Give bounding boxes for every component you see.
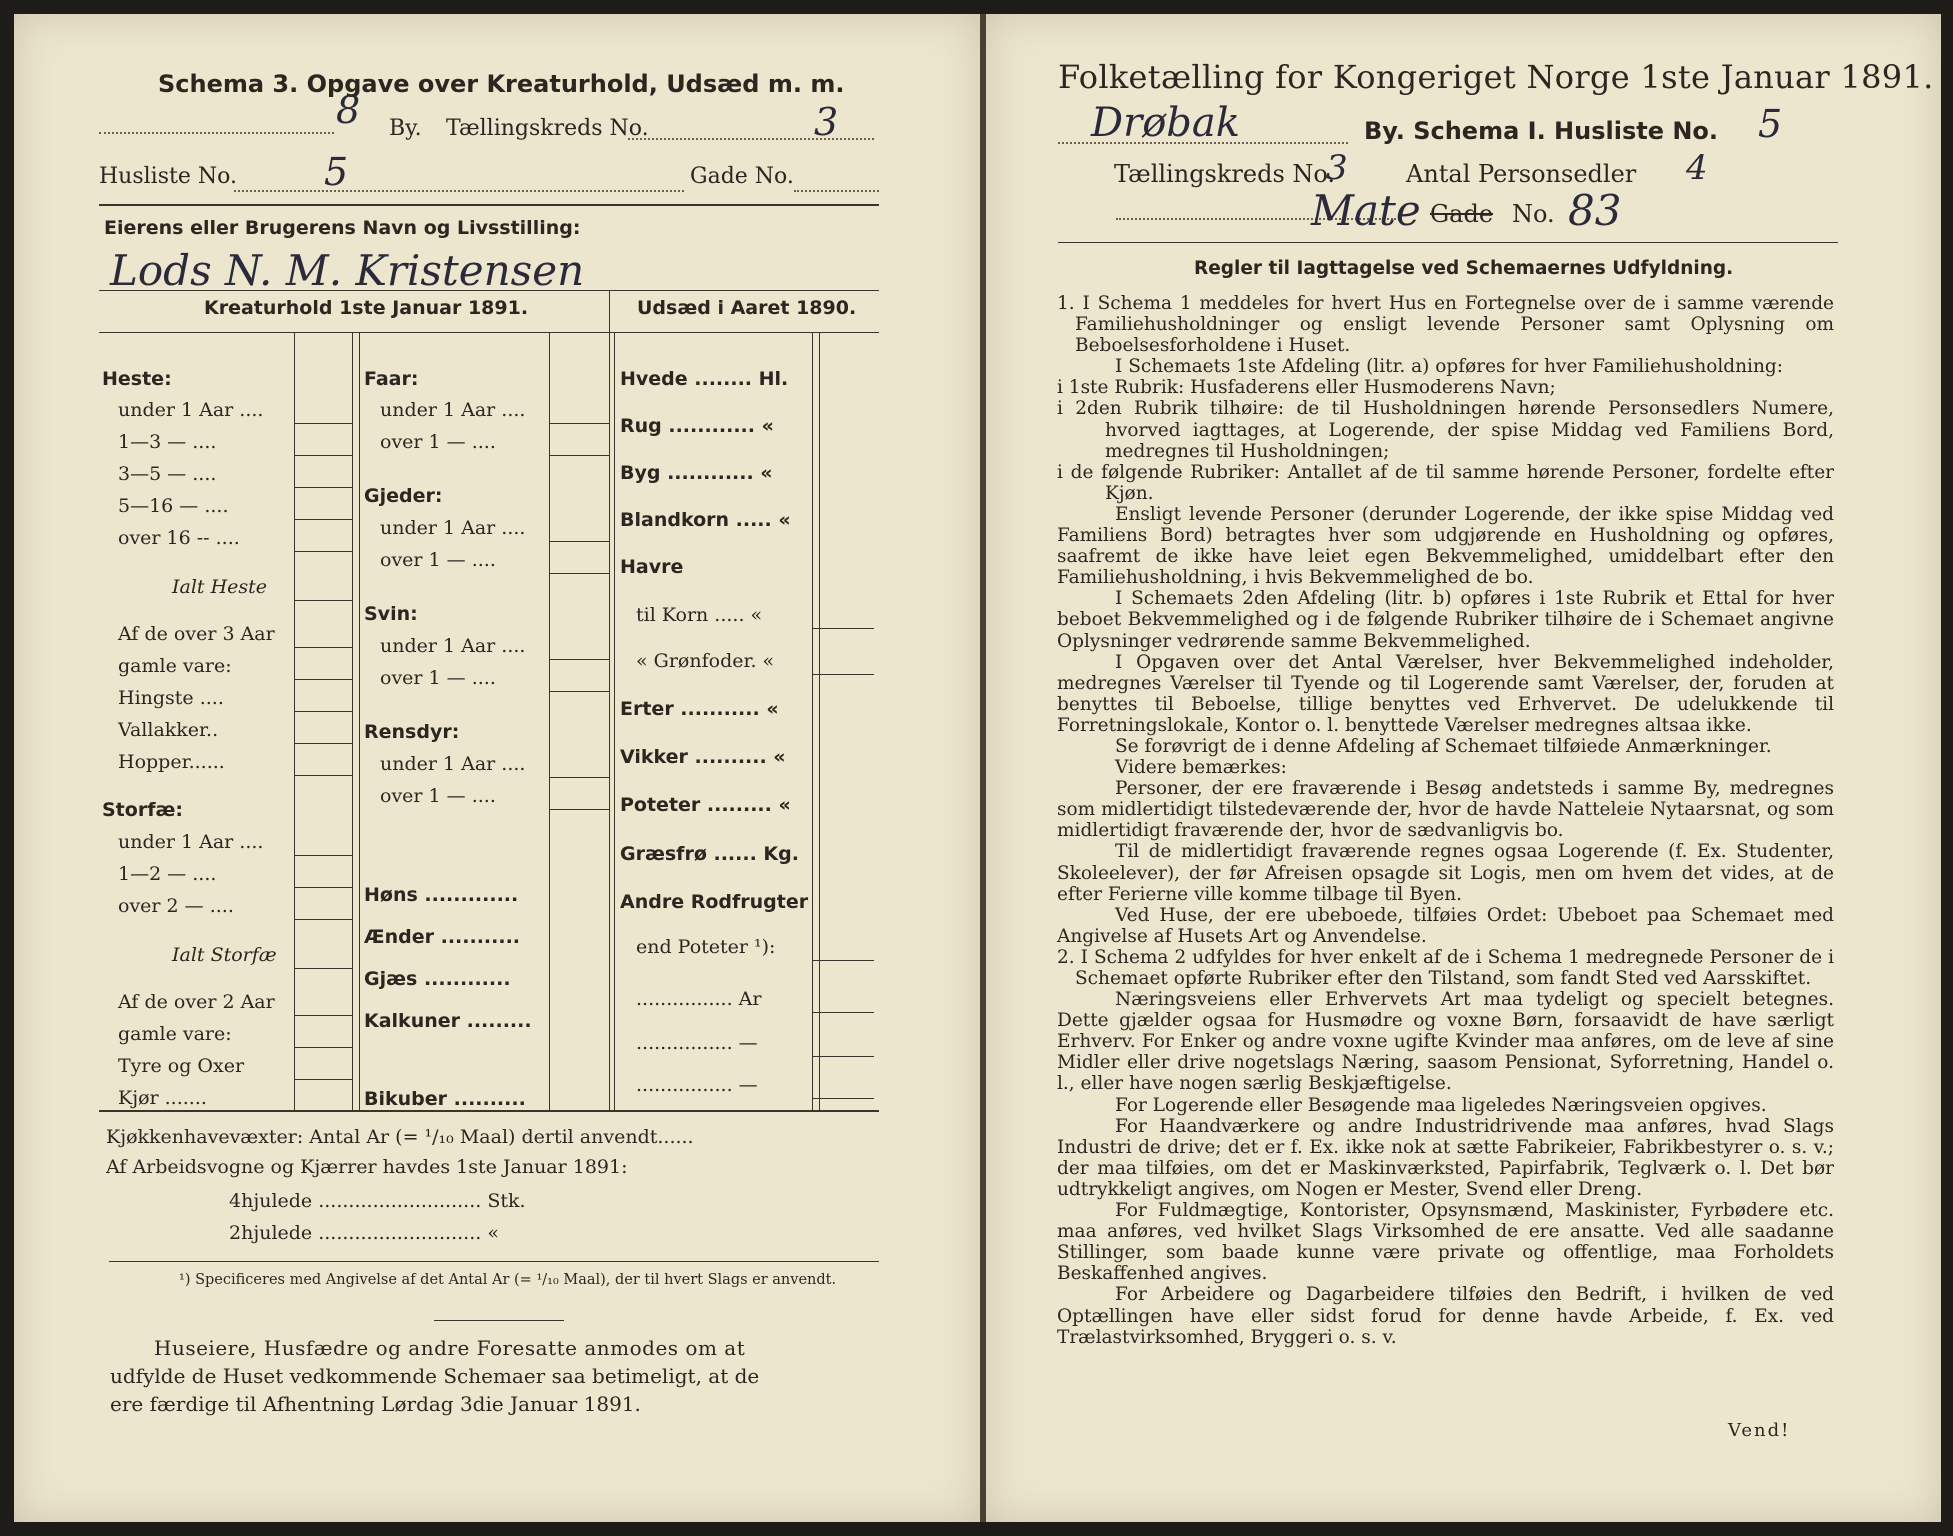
antal-value: 4 (1686, 148, 1708, 188)
rule-paragraph: Videre bemærkes: (1115, 757, 1287, 779)
col1-row: Ialt Heste (172, 576, 268, 598)
col2-row: over 1 — .... (380, 667, 496, 689)
col1-row: Kjør ....... (118, 1087, 207, 1109)
rule-paragraph: For Logerende eller Besøgende maa ligeledes Næringsveien opgives. (1115, 1094, 1767, 1116)
by-value: 8 (336, 88, 361, 132)
husliste-no-value: 5 (1758, 102, 1783, 146)
closing-1: Huseiere, Husfædre og andre Foresatte anmodes om at (154, 1336, 746, 1360)
col1-row: 1—2 — .... (118, 863, 217, 885)
col1-row: Vallakker.. (118, 719, 219, 741)
col2-row: Gjæs ............ (364, 968, 511, 990)
col1-row: gamle vare: (118, 1023, 232, 1045)
col3-row: ................ — (636, 1074, 758, 1096)
col1-row: 3—5 — .... (118, 463, 217, 485)
rule-paragraph: Ensligt levende Personer (derunder Logerende, der ikke spise Middag ved Familiens Bord) betragtes hver som udgjørende en Husholdning og opføres, saafremt de ikke have leiet egen Bekvemmelighed, umiddelbart efter den Familiehusholdning, i hvis Bekvemmelighed de bo. (1057, 503, 1834, 589)
col3-row: end Poteter ¹): (636, 936, 776, 958)
closing-2: udfylde de Huset vedkommende Schemaer saa betimeligt, at de (110, 1364, 760, 1388)
col1-row: Tyre og Oxer (118, 1055, 245, 1077)
col1-row: gamle vare: (118, 655, 232, 677)
rule-paragraph: I Schemaets 1ste Afdeling (litr. a) opføres for hver Familiehusholdning: (1115, 356, 1783, 378)
col1-row: under 1 Aar .... (118, 399, 264, 421)
kreaturhold-header: Kreaturhold 1ste Januar 1891. (204, 297, 529, 319)
rule-paragraph: I Opgaven over det Antal Værelser, hver Bekvemmelighed indeholder, medregnes Værelser til Tyende og til Logerende samt Værelser, der, foruden at benyttes til Beboelse, tillige benyttes ved Erhvervet. De udelukkende til Forretningslokale, Kontor o. l. benyttede Værelser medregnes altsaa ikke. (1057, 651, 1834, 736)
col3-row: Erter ........... « (620, 698, 779, 720)
husliste-value: 5 (324, 150, 349, 194)
col2-row: Svin: (364, 603, 418, 625)
rule-paragraph: i 2den Rubrik tilhøire: de til Husholdningen hørende Personsedlers Numere, hvorved iagttages, at Logerende, der spise Middag ved Familiens Bord, medregnes til Husholdningen; (1057, 398, 1834, 462)
kreds-value-right: 3 (1326, 148, 1348, 188)
rules-title: Regler til Iagttagelse ved Schemaernes Udfyldning. (1194, 258, 1734, 279)
col3-row: ................ — (636, 1032, 758, 1054)
kreds-value: 3 (814, 100, 839, 144)
col3-row: til Korn ..... « (636, 604, 763, 626)
col1-row: Ialt Storfæ (172, 944, 277, 966)
col1-row: Af de over 2 Aar (118, 991, 275, 1013)
col1-row: under 1 Aar .... (118, 831, 264, 853)
rule-paragraph: For Arbeidere og Dagarbeidere tilføies den Bedrift, i hvilken de ved Optællingen have eller sidst forud for denne havde Arbeide, f. Ex. ved Trælastvirksomhed, Bryggeri o. s. v. (1057, 1284, 1834, 1348)
col3-row: Vikker .......... « (620, 746, 786, 768)
footnote: ¹) Specificeres med Angivelse af det Antal Ar (= ¹/₁₀ Maal), der til hvert Slags er anvendt. (179, 1272, 837, 1288)
col2-row: Bikuber .......... (364, 1088, 526, 1110)
col1-row: Af de over 3 Aar (118, 623, 275, 645)
col1-row: 1—3 — .... (118, 431, 217, 453)
col3-row: « Grønfoder. « (636, 650, 775, 672)
rule-paragraph: Næringsveiens eller Erhvervets Art maa tydeligt og specielt betegnes. Dette gjælder ogsaa for Husmødre og voxne Børn, forsaavidt de have særligt Erhverv. For Enker og andre voxne ugifte Kvinder maa anføres, om de leve af sine Midler eller drive nogetslags Næring, saasom Pensionat, Syforretning, Handel o. l., eller have nogen særlig Beskjæftigelse. (1057, 989, 1834, 1095)
rule-paragraph: Til de midlertidigt fraværende regnes ogsaa Logerende (f. Ex. Studenter, Skoleelever), der før Afreisen opsagde sit Logis, men om hvem det vides, at de efter Ferierne ville komme tilbage til Byen. (1057, 841, 1834, 905)
col1-row: Hopper...... (118, 751, 225, 773)
hjul2-line: 2hjulede ........................... « (229, 1222, 499, 1244)
col1-row: over 2 — .... (118, 895, 234, 917)
col2-row: under 1 Aar .... (380, 753, 526, 775)
rule-paragraph: Se forøvrigt de i denne Afdeling af Schemaet tilføiede Anmærkninger. (1115, 735, 1772, 757)
col3-row: Blandkorn ..... « (620, 509, 791, 531)
left-page (14, 14, 980, 1522)
husliste-label: Husliste No. (99, 164, 237, 189)
rule-paragraph: Ved Huse, der ere ubeboede, tilføies Ordet: Ubeboet paa Schemaet med Angivelse af Husets Art og Anvendelse. (1057, 904, 1834, 947)
by-label: By. (389, 116, 422, 141)
col3-row: Poteter ......... « (620, 794, 791, 816)
col2-row: over 1 — .... (380, 549, 496, 571)
schema-title: Schema 3. Opgave over Kreaturhold, Udsæd m. m. (158, 70, 845, 98)
owner-label: Eierens eller Brugerens Navn og Livsstilling: (104, 217, 581, 239)
gade-label-right: Gade (1430, 200, 1494, 228)
closing-3: ere færdige til Afhentning Lørdag 3die Januar 1891. (110, 1392, 641, 1416)
col3-row: Græsfrø ...... Kg. (620, 843, 799, 865)
col3-row: Hvede ........ Hl. (620, 368, 789, 390)
col2-row: Høns ............. (364, 884, 519, 906)
col3-row: ................ Ar (636, 988, 762, 1010)
rule-paragraph: i 1ste Rubrik: Husfaderens eller Husmoderens Navn; (1057, 377, 1556, 399)
rule-paragraph: i de følgende Rubriker: Antallet af de til samme hørende Personer, fordelte efter Kjøn. (1057, 461, 1834, 504)
col2-row: over 1 — .... (380, 785, 496, 807)
col3-row: Rug ............ « (620, 415, 774, 437)
rule-paragraph: 1. I Schema 1 meddeles for hvert Hus en Fortegnelse over de i samme værende Familiehusholdninger og ensligt levende Personer samt Oplysning om Beboelsesforholdene i Huset. (1057, 293, 1834, 357)
col3-row: Byg ............ « (620, 462, 773, 484)
col2-row: over 1 — .... (380, 431, 496, 453)
no-label: No. (1512, 200, 1555, 228)
gade-value: Mate (1311, 186, 1421, 235)
gade-label: Gade No. (690, 164, 794, 189)
rule-paragraph: I Schemaets 2den Afdeling (litr. b) opføres i 1ste Rubrik et Ettal for hver beboet Bekvemmelighed og i de følgende Rubriker tilhøire de i Schemaet angivne Oplysninger vedrørende samme Bekvemmelighed. (1057, 588, 1834, 652)
col1-row: Hingste .... (118, 687, 224, 709)
col1-row: 5—16 — .... (118, 495, 229, 517)
no-value: 83 (1568, 186, 1622, 235)
col3-row: Andre Rodfrugter (620, 891, 809, 913)
hjul4-line: 4hjulede ........................... Stk. (229, 1190, 526, 1212)
col2-row: under 1 Aar .... (380, 399, 526, 421)
rule-paragraph: 2. I Schema 2 udfyldes for hver enkelt af de i Schema 1 medregnede Personer de i Schemaet opførte Rubriker efter den Tilstand, som fandt Sted ved Aarsskiftet. (1057, 946, 1834, 989)
owner-value: Lods N. M. Kristensen (110, 246, 585, 295)
col1-row: over 16 -- .... (118, 527, 240, 549)
col2-row: under 1 Aar .... (380, 635, 526, 657)
col2-row: Faar: (364, 368, 419, 390)
antal-label: Antal Personsedler (1406, 160, 1637, 188)
col2-row: Gjeder: (364, 485, 443, 507)
udsaed-header: Udsæd i Aaret 1890. (637, 297, 857, 319)
place-value: Drøbak (1091, 100, 1240, 146)
col2-row: under 1 Aar .... (380, 517, 526, 539)
census-title: Folketælling for Kongeriget Norge 1ste Januar 1891. (1058, 58, 1934, 96)
rule-paragraph: For Fuldmægtige, Kontorister, Opsynsmænd, Maskinister, Fyrbødere etc. maa anføres, ved hvilket Slags Virksomhed de ere ansatte. Ved alle saadanne Stillinger, som baade kunne være private og offentlige, maa Forholdets Beskaffenhed angives. (1057, 1200, 1834, 1285)
vend-label: Vend! (1728, 1420, 1791, 1441)
col1-row: Storfæ: (102, 799, 183, 821)
kreds-label-right: Tællingskreds No. (1114, 160, 1336, 188)
kreds-label: Tællingskreds No. (446, 116, 649, 141)
kjokken-line: Kjøkkenhavevæxter: Antal Ar (= ¹/₁₀ Maal) dertil anvendt...... (106, 1126, 694, 1148)
right-page (986, 14, 1941, 1522)
rules-text (1057, 293, 1834, 1348)
col2-row: Rensdyr: (364, 721, 460, 743)
col2-row: Kalkuner ......... (364, 1010, 532, 1032)
col2-row: Ænder ........... (364, 926, 521, 948)
col1-row: Heste: (102, 368, 172, 390)
by-schema-label: By. Schema I. Husliste No. (1364, 117, 1719, 145)
col3-row: Havre (620, 556, 684, 578)
rule-paragraph: For Haandværkere og andre Industridrivende maa anføres, hvad Slags Industri de drive; det er f. Ex. ikke nok at sætte Fabrikeier, Fabrikbestyrer o. s. v.; der maa tilføies, om det er Maskinværksted, Papirfabrik, Teglværk o. l. Det bør udtrykkeligt angives, om Nogen er Mester, Svend eller Dreng. (1057, 1115, 1834, 1200)
rule-paragraph: Personer, der ere fraværende i Besøg andetsteds i samme By, medregnes som midlertidigt tilstedeværende der, hvor de havde Natteleie Nytaarsnat, og som midlertidigt fraværende der, hvor de sædvanligvis bo. (1057, 778, 1834, 842)
arbeids-line: Af Arbeidsvogne og Kjærrer havdes 1ste Januar 1891: (106, 1156, 628, 1178)
